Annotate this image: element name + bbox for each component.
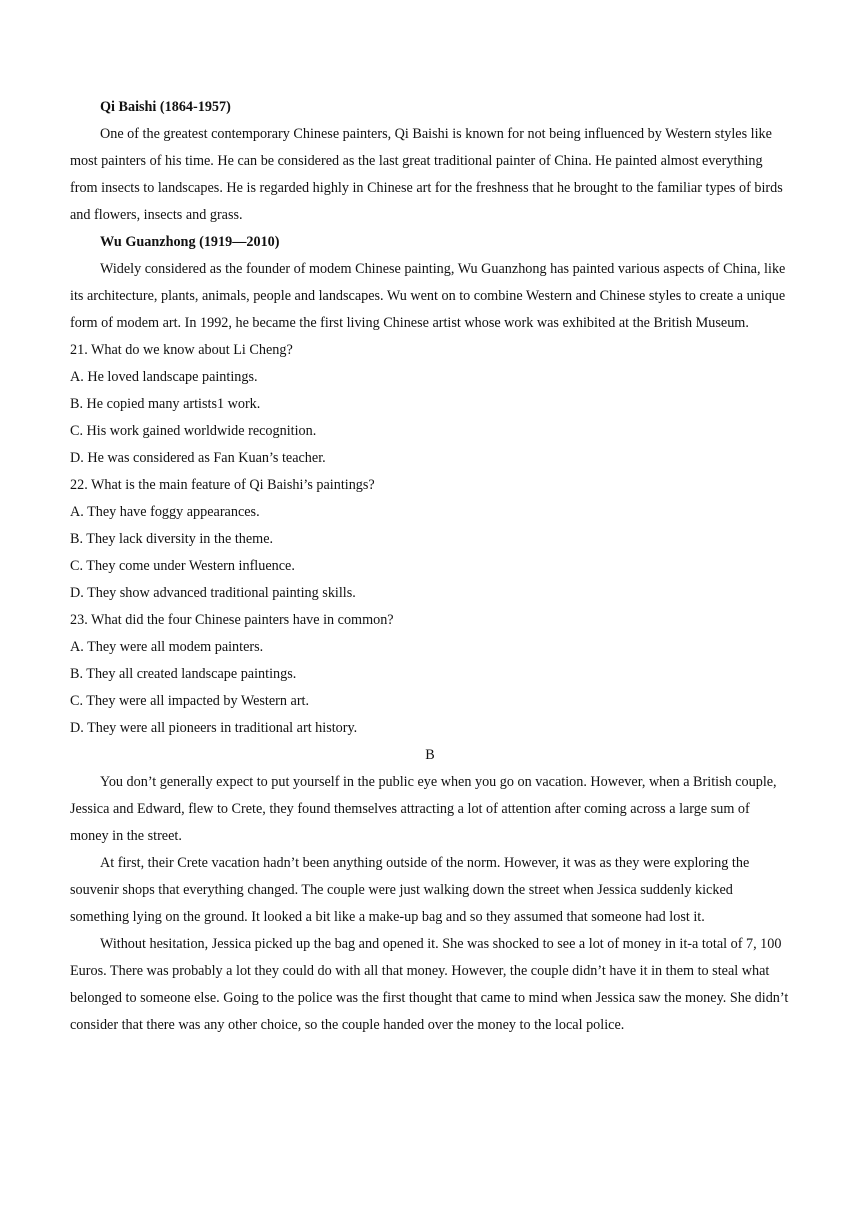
option-d: D. They show advanced traditional painting skills. <box>70 585 356 601</box>
question-stem: 23. What did the four Chinese painters have in common? <box>70 612 394 628</box>
option-b: B. They lack diversity in the theme. <box>70 531 274 547</box>
question-22 <box>70 472 790 607</box>
question-stem: 22. What is the main feature of Qi Baishi’s paintings? <box>70 477 375 493</box>
section-b-paragraph-3: Without hesitation, Jessica picked up the bag and opened it. She was shocked to see a lot of money in it-a total of 7, 100 Euros. There was probably a lot they could do with all that money. However, the couple didn’t have it in them to steal what belonged to someone else. Going to the police was the first thought that came to mind when Jessica saw the money. She didn’t consider that there was any other choice, so the couple handed over the money to the local police. <box>70 936 789 1033</box>
option-a: A. He loved landscape paintings. <box>70 369 258 385</box>
document-page <box>70 94 790 1039</box>
option-d: D. They were all pioneers in traditional art history. <box>70 720 358 736</box>
question-stem: 21. What do we know about Li Cheng? <box>70 342 293 358</box>
qi-baishi-heading: Qi Baishi (1864-1957) <box>100 99 231 115</box>
option-a: A. They were all modem painters. <box>70 639 264 655</box>
question-21 <box>70 337 790 472</box>
section-b-paragraph-1: You don’t generally expect to put yourself in the public eye when you go on vacation. However, when a British couple, Jessica and Edward, flew to Crete, they found themselves attracting a lot of attention after coming across a large sum of money in the street. <box>70 774 777 844</box>
option-b: B. They all created landscape paintings. <box>70 666 297 682</box>
option-c: C. They were all impacted by Western art. <box>70 693 310 709</box>
wu-guanzhong-heading: Wu Guanzhong (1919—2010) <box>100 234 280 250</box>
option-a: A. They have foggy appearances. <box>70 504 260 520</box>
qi-baishi-paragraph: One of the greatest contemporary Chinese painters, Qi Baishi is known for not being influenced by Western styles like most painters of his time. He can be considered as the last great traditional painter of China. He painted almost everything from insects to landscapes. He is regarded highly in Chinese art for the freshness that he brought to the familiar types of birds and flowers, insects and grass. <box>70 126 783 223</box>
question-23 <box>70 607 790 742</box>
option-d: D. He was considered as Fan Kuan’s teacher. <box>70 450 326 466</box>
wu-guanzhong-paragraph: Widely considered as the founder of modem Chinese painting, Wu Guanzhong has painted various aspects of China, like its architecture, plants, animals, people and landscapes. Wu went on to combine Western and Chinese styles to create a unique form of modem art. In 1992, he became the first living Chinese artist whose work was exhibited at the British Museum. <box>70 261 786 331</box>
option-c: C. His work gained worldwide recognition. <box>70 423 317 439</box>
section-b-letter: B <box>425 747 435 763</box>
section-b-paragraph-2: At first, their Crete vacation hadn’t been anything outside of the norm. However, it was as they were exploring the souvenir shops that everything changed. The couple were just walking down the street when Jessica suddenly kicked something lying on the ground. It looked a bit like a make-up bag and so they assumed that someone had lost it. <box>70 855 750 925</box>
option-c: C. They come under Western influence. <box>70 558 295 574</box>
option-b: B. He copied many artists1 work. <box>70 396 261 412</box>
